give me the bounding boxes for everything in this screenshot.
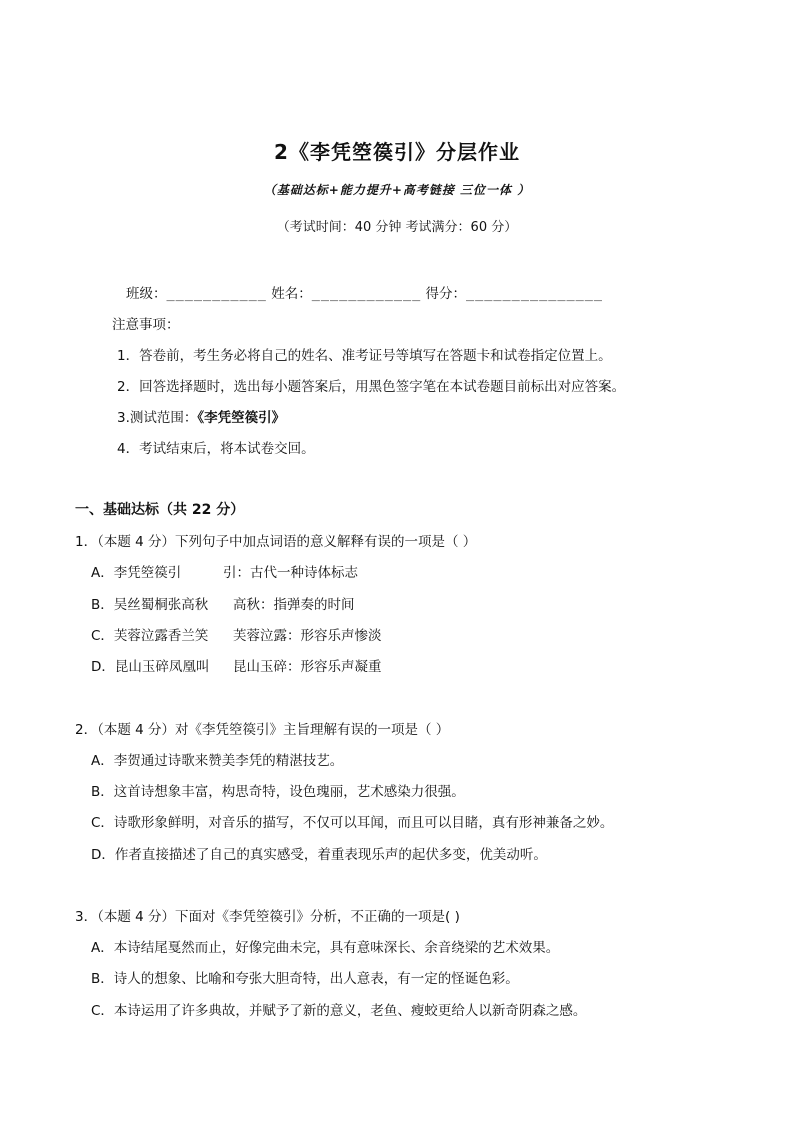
subtitle: （基础达标+能力提升+高考链接 三位一体 ） [263,183,531,197]
name-blank[interactable]: ____________ [311,286,422,302]
answer-option[interactable] [91,593,355,613]
page-title: 2《李凭箜篌引》分层作业 [274,140,520,164]
option-note: 高秋：指弹奏的时间 [233,597,355,613]
option-text: C．芙蓉泣露香兰笑 [91,628,209,644]
class-blank[interactable]: ___________ [166,286,267,302]
exam-time-info: （考试时间：40 分钟 考试满分：60 分） [276,220,518,235]
answer-option[interactable]: A．本诗结尾戛然而止，好像完曲未完，具有意味深长、余音绕梁的艺术效果。 [91,940,560,956]
section-heading: 一、基础达标（共 22 分） [75,502,245,518]
answer-option[interactable]: D．作者直接描述了自己的真实感受，着重表现乐声的起伏多变，优美动听。 [91,847,547,863]
answer-option[interactable]: A．李贺通过诗歌来赞美李凭的精湛技艺。 [91,753,344,769]
answer-option[interactable] [91,561,358,581]
answer-option[interactable] [91,655,382,675]
question-stem: 3．（本题 4 分）下面对《李凭箜篌引》分析，不正确的一项是( ) [75,909,460,925]
option-note: 昆山玉碎：形容乐声凝重 [233,659,382,675]
note-item: 4．考试结束后，将本试卷交回。 [117,441,315,457]
option-text: B．吴丝蜀桐张高秋 [91,597,209,613]
note-item-scope [117,406,285,426]
option-note: 芙蓉泣露：形容乐声惨淡 [233,628,382,644]
note-scope-value: 《李凭箜篌引》 [197,410,286,426]
note-item: 1．答卷前，考生务必将自己的姓名、准考证号等填写在答题卡和试卷指定位置上。 [117,348,612,364]
score-label: 得分： [425,286,467,302]
notes-label: 注意事项： [112,317,180,333]
answer-option[interactable]: C．诗歌形象鲜明，对音乐的描写，不仅可以耳闻，而且可以目睹，真有形神兼备之妙。 [91,815,614,831]
student-info-fields [126,282,603,302]
option-text: D．昆山玉碎凤凰叫 [91,659,210,675]
note-item: 2．回答选择题时，选出每小题答案后，用黑色签字笔在本试卷题目前标出对应答案。 [117,379,626,395]
name-label: 姓名： [271,286,312,302]
answer-option[interactable]: B．这首诗想象丰富，构思奇特，设色瑰丽，艺术感染力很强。 [91,784,465,800]
question-stem: 2．（本题 4 分）对《李凭箜篌引》主旨理解有误的一项是（ ） [75,722,450,738]
option-text: A．李凭箜篌引 [91,565,182,581]
note-scope-label: 3.测试范围： [117,410,198,426]
score-blank[interactable]: _______________ [466,286,603,302]
answer-option[interactable]: B．诗人的想象、比喻和夸张大胆奇特，出人意表，有一定的怪诞色彩。 [91,971,519,987]
class-label: 班级： [126,286,167,302]
answer-option[interactable] [91,624,382,644]
question-stem: 1．（本题 4 分）下列句子中加点词语的意义解释有误的一项是（ ） [75,534,477,550]
option-note: 引：古代一种诗体标志 [223,565,358,581]
answer-option[interactable]: C．本诗运用了许多典故，并赋予了新的意义，老鱼、瘦蛟更给人以新奇阴森之感。 [91,1003,587,1019]
